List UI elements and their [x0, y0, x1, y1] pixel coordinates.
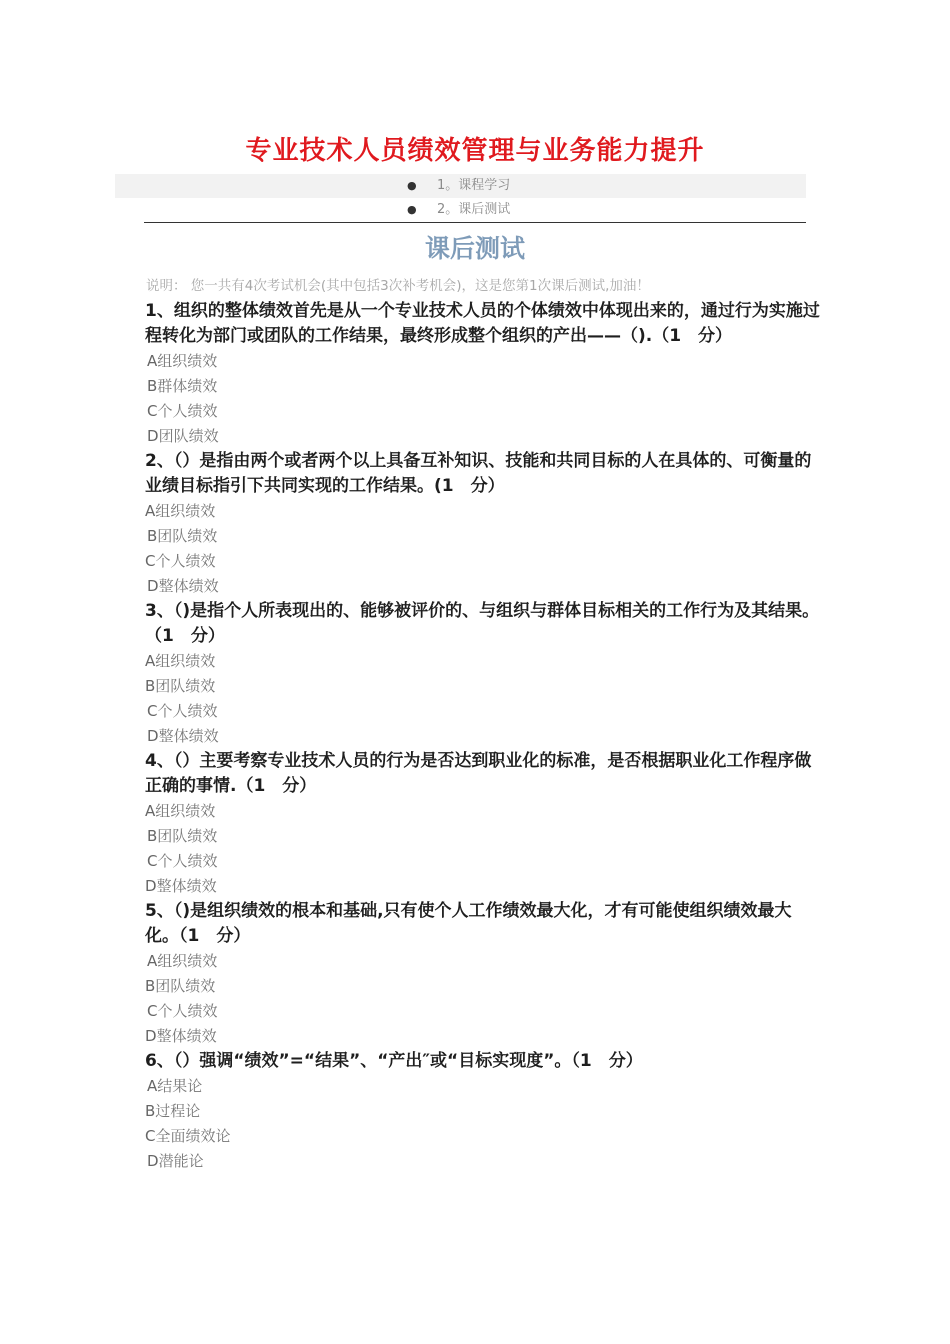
- tab-label[interactable]: 1。课程学习: [437, 178, 511, 193]
- option-label: 过程论: [155, 1102, 201, 1120]
- option-label: 个人绩效: [157, 402, 218, 420]
- option-letter: D: [147, 577, 159, 595]
- option-letter: B: [145, 977, 156, 995]
- option-a[interactable]: [145, 949, 825, 974]
- tab-course-study[interactable]: [115, 174, 806, 198]
- option-c[interactable]: [145, 699, 825, 724]
- option-letter: D: [145, 877, 157, 895]
- question-5: [145, 899, 825, 1049]
- option-label: 群体绩效: [157, 377, 218, 395]
- option-letter: C: [147, 852, 158, 870]
- option-c[interactable]: [145, 849, 825, 874]
- course-nav: [115, 174, 806, 222]
- question-text: 6、（）强调“绩效”=“结果”、“产出″或“目标实现度”。（1 分）: [145, 1051, 643, 1071]
- option-letter: C: [147, 402, 158, 420]
- option-label: 组织绩效: [155, 802, 216, 820]
- question-6: [145, 1049, 825, 1174]
- option-label: 整体绩效: [156, 1027, 217, 1045]
- option-a[interactable]: [145, 499, 825, 524]
- option-a[interactable]: [145, 1074, 825, 1099]
- question-text: 5、（)是组织绩效的根本和基础,只有使个人工作绩效最大化，才有可能使组织绩效最大化。（1 分）: [145, 901, 792, 946]
- option-label: 团队绩效: [155, 977, 216, 995]
- option-letter: D: [147, 1152, 159, 1170]
- option-label: 团队绩效: [157, 527, 218, 545]
- option-letter: D: [145, 1027, 157, 1045]
- option-letter: A: [147, 1077, 158, 1095]
- option-b[interactable]: [145, 524, 825, 549]
- section-title: 课后测试: [424, 234, 525, 263]
- question-list: [145, 299, 825, 1174]
- question-4: [145, 749, 825, 899]
- option-a[interactable]: [145, 349, 825, 374]
- option-label: 团队绩效: [157, 827, 218, 845]
- option-label: 个人绩效: [155, 552, 216, 570]
- option-letter: B: [147, 527, 158, 545]
- option-b[interactable]: [145, 674, 825, 699]
- question-1: [145, 299, 825, 449]
- option-letter: B: [147, 377, 158, 395]
- option-letter: A: [145, 802, 156, 820]
- option-letter: C: [145, 1127, 156, 1145]
- option-letter: A: [147, 952, 158, 970]
- option-d[interactable]: [145, 424, 825, 449]
- option-c[interactable]: [145, 399, 825, 424]
- option-c[interactable]: [145, 549, 825, 574]
- question-text: 1、组织的整体绩效首先是从一个专业技术人员的个体绩效中体现出来的，通过行为实施过程转化为部门或团队的工作结果，最终形成整个组织的产出——（).（1 分）: [145, 301, 820, 346]
- exam-note: 说明： 您一共有4次考试机会(其中包括3次补考机会)，这是您第1次课后测试,加油！: [146, 278, 650, 294]
- option-label: 个人绩效: [157, 702, 218, 720]
- option-letter: A: [145, 502, 156, 520]
- option-letter: C: [145, 552, 156, 570]
- page-title: 专业技术人员绩效管理与业务能力提升: [245, 136, 705, 166]
- option-letter: B: [145, 1102, 156, 1120]
- option-label: 潜能论: [158, 1152, 204, 1170]
- option-letter: B: [147, 827, 158, 845]
- option-c[interactable]: [145, 1124, 825, 1149]
- option-letter: B: [145, 677, 156, 695]
- question-text: 4、（）主要考察专业技术人员的行为是否达到职业化的标准，是否根据职业化工作程序做正确的事情.（1 分）: [145, 751, 812, 796]
- option-label: 组织绩效: [155, 502, 216, 520]
- option-label: 组织绩效: [155, 652, 216, 670]
- option-label: 整体绩效: [158, 727, 219, 745]
- option-label: 整体绩效: [156, 877, 217, 895]
- option-label: 组织绩效: [157, 952, 218, 970]
- option-b[interactable]: [145, 374, 825, 399]
- option-label: 团队绩效: [158, 427, 219, 445]
- option-label: 全面绩效论: [155, 1127, 231, 1145]
- question-3: [145, 599, 825, 749]
- option-label: 个人绩效: [157, 852, 218, 870]
- option-label: 整体绩效: [158, 577, 219, 595]
- divider: [144, 222, 806, 223]
- tab-label[interactable]: 2。课后测试: [437, 202, 511, 217]
- option-a[interactable]: [145, 649, 825, 674]
- option-b[interactable]: [145, 1099, 825, 1124]
- bullet-icon: ●: [407, 179, 417, 192]
- option-d[interactable]: [145, 1149, 825, 1174]
- question-text: 3、（)是指个人所表现出的、能够被评价的、与组织与群体目标相关的工作行为及其结果。（1 分）: [145, 601, 820, 646]
- bullet-icon: ●: [407, 203, 417, 216]
- option-c[interactable]: [145, 999, 825, 1024]
- question-2: [145, 449, 825, 599]
- option-letter: A: [145, 652, 156, 670]
- option-d[interactable]: [145, 724, 825, 749]
- option-a[interactable]: [145, 799, 825, 824]
- option-letter: C: [147, 1002, 158, 1020]
- option-letter: A: [147, 352, 158, 370]
- option-letter: C: [147, 702, 158, 720]
- option-letter: D: [147, 427, 159, 445]
- tab-post-test[interactable]: [115, 198, 806, 222]
- option-letter: D: [147, 727, 159, 745]
- option-label: 结果论: [157, 1077, 203, 1095]
- option-b[interactable]: [145, 824, 825, 849]
- question-text: 2、（）是指由两个或者两个以上具备互补知识、技能和共同目标的人在具体的、可衡量的业绩目标指引下共同实现的工作结果。(1 分）: [145, 451, 812, 496]
- option-d[interactable]: [145, 1024, 825, 1049]
- option-d[interactable]: [145, 874, 825, 899]
- option-d[interactable]: [145, 574, 825, 599]
- option-label: 组织绩效: [157, 352, 218, 370]
- option-label: 个人绩效: [157, 1002, 218, 1020]
- option-b[interactable]: [145, 974, 825, 999]
- option-label: 团队绩效: [155, 677, 216, 695]
